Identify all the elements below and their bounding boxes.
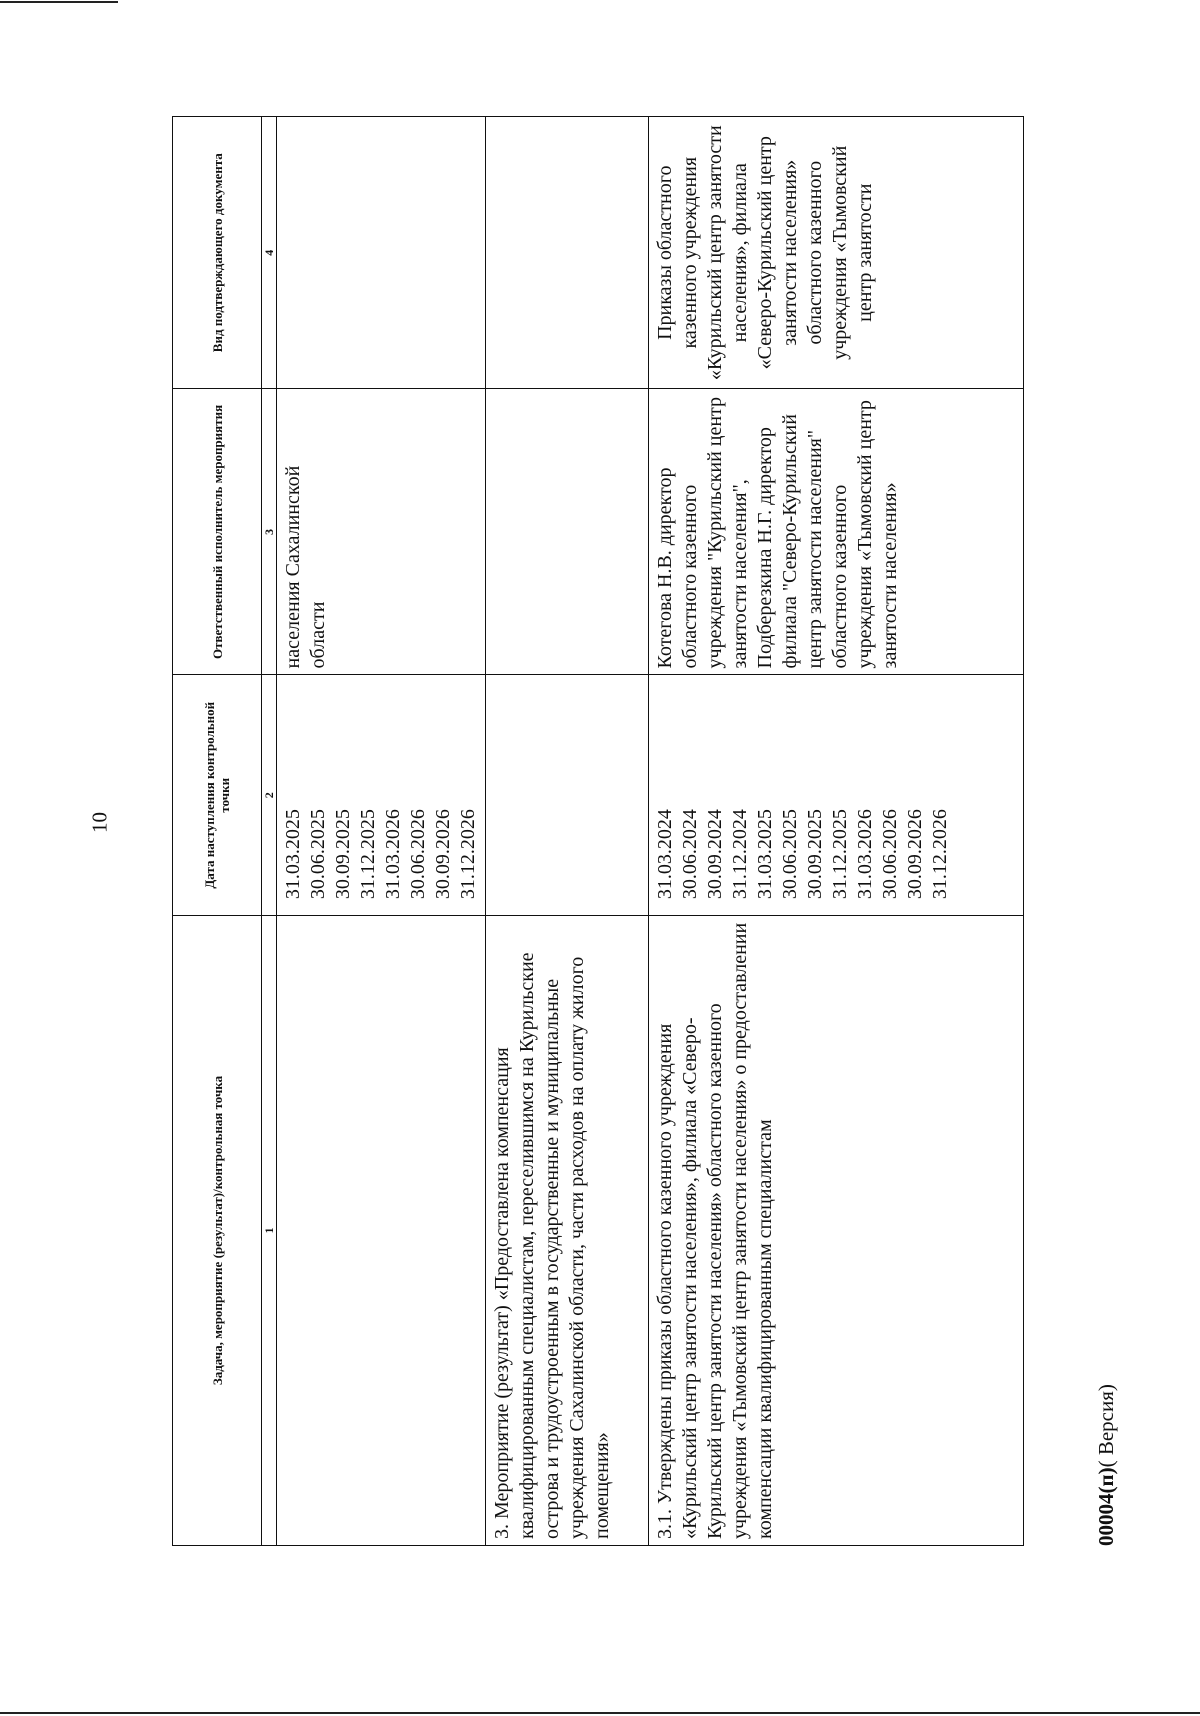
column-number-3: 3	[262, 389, 277, 675]
executor-cell: Котегова Н.В. директор областного казенного учреждения "Курильский центр занятости населения", Подберезкина Н.Г. директор филиала "Северо-Курильский центр занятости населения" областного казенного учреждения «Тымовский центр занятости населения»	[649, 389, 1024, 675]
control-points-table	[172, 116, 1024, 1546]
header-executor: Ответственный исполнитель мероприятия	[173, 389, 262, 675]
version-footer	[1094, 1384, 1119, 1546]
control-date: 31.03.2026	[854, 809, 876, 900]
rotated-sheet	[172, 116, 1118, 1546]
dates-cell	[277, 675, 486, 916]
header-document: Вид подтверждающего документа	[173, 117, 262, 389]
executor-cell: населения Сахалинской области	[277, 389, 486, 675]
dates-cell	[486, 675, 649, 916]
version-label: ( Версия)	[1094, 1384, 1118, 1468]
header-date: Дата наступления контрольной точки	[173, 675, 262, 916]
table-row	[486, 117, 649, 1546]
control-date: 31.03.2024	[654, 809, 676, 900]
version-code: 00004(п)	[1094, 1467, 1118, 1546]
task-cell	[277, 916, 486, 1546]
document-cell	[486, 117, 649, 389]
header-row	[173, 117, 262, 1546]
document-cell	[277, 117, 486, 389]
task-cell: 3.1. Утверждены приказы областного казенного учреждения «Курильский центр занятости населения», филиала «Северо-Курильский центр занятости населения» областного казенного учреждения «Тымовский центр занятости населения» о предоставлении компенсации квалифицированным специалистам	[649, 916, 1024, 1546]
control-date: 31.12.2026	[457, 809, 479, 900]
control-date: 30.06.2026	[407, 809, 429, 900]
document-cell: Приказы областного казенного учреждения «Курильский центр занятости населения», филиала «Северо-Курильский центр занятости населения» областного казенного учреждения «Тымовский центр занятости	[649, 117, 1024, 389]
task-cell: 3. Мероприятие (результат) «Предоставлена компенсация квалифицированным специалистам, переселившимся на Курильские острова и трудоустроенным в государственные и муниципальные учреждения Сахалинской области, части расходов на оплату жилого помещения»	[486, 916, 649, 1546]
control-date: 30.06.2026	[879, 809, 901, 900]
control-date: 31.12.2025	[357, 809, 379, 900]
control-date: 31.12.2024	[729, 809, 751, 900]
column-number-2: 2	[262, 675, 277, 916]
table-row	[277, 117, 486, 1546]
control-date: 31.03.2026	[382, 809, 404, 900]
dates-cell	[649, 675, 1024, 916]
control-date: 31.03.2025	[282, 809, 304, 900]
control-date: 30.09.2025	[332, 809, 354, 900]
control-date: 30.06.2024	[679, 809, 701, 900]
control-date: 30.06.2025	[307, 809, 329, 900]
control-date: 30.09.2026	[904, 809, 926, 900]
executor-cell	[486, 389, 649, 675]
control-date: 31.12.2026	[929, 809, 951, 900]
header-task: Задача, мероприятие (результат)/контрольная точка	[173, 916, 262, 1546]
column-number-1: 1	[262, 916, 277, 1546]
control-date: 31.12.2025	[829, 809, 851, 900]
control-date: 31.03.2025	[754, 809, 776, 900]
column-number-4: 4	[262, 117, 277, 389]
page-number: 10	[87, 812, 112, 833]
control-date: 30.09.2025	[804, 809, 826, 900]
control-date: 30.09.2026	[432, 809, 454, 900]
table-row	[649, 117, 1024, 1546]
column-numbers-row	[262, 117, 277, 1546]
control-date: 30.09.2024	[704, 809, 726, 900]
control-date: 30.06.2025	[779, 809, 801, 900]
